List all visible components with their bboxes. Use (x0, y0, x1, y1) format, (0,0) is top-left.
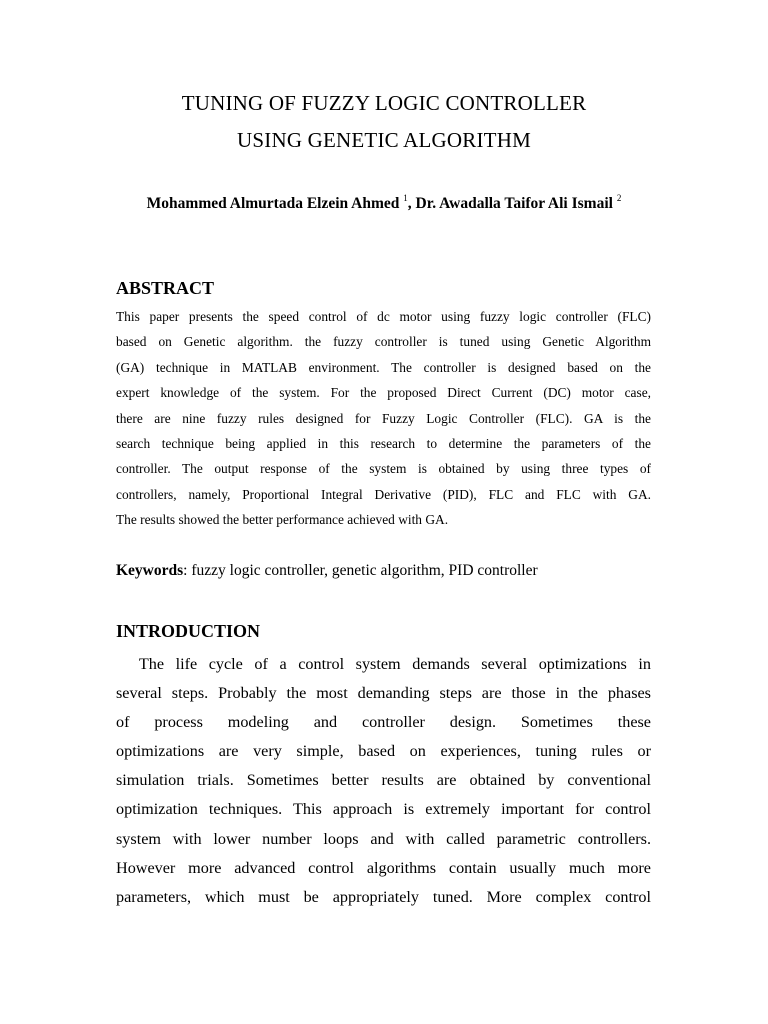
abstract-line: This paper presents the speed control of dc motor using fuzzy logic controller (FLC) (116, 309, 651, 324)
abstract-body (116, 304, 651, 533)
paper-title-line-1: TUNING OF FUZZY LOGIC CONTROLLER (181, 91, 587, 115)
abstract-line: (GA) technique in MATLAB environment. The controller is designed based on the (116, 359, 651, 375)
introduction-line: The life cycle of a control system demands several optimizations in (116, 655, 651, 673)
author-1-name: Mohammed Almurtada Elzein Ahmed (146, 195, 400, 212)
introduction-line: However more advanced control algorithms contain usually much more (116, 858, 651, 877)
author-2-name: Dr. Awadalla Taifor Ali Ismail (415, 195, 613, 212)
abstract-heading: ABSTRACT (116, 278, 215, 298)
abstract-line: The results showed the better performance achieved with GA. (116, 512, 449, 528)
introduction-heading: INTRODUCTION (116, 621, 261, 641)
abstract-line: expert knowledge of the system. For the proposed Direct Current (DC) motor case, (116, 385, 651, 401)
author-separator: , (407, 195, 416, 212)
introduction-line: several steps. Probably the most demanding steps are those in the phases (116, 684, 651, 703)
keywords-label: Keywords (116, 562, 184, 579)
introduction-line: optimizations are very simple, based on experiences, tuning rules or (116, 742, 651, 761)
abstract-line: controller. The output response of the system is obtained by using three types of (116, 461, 651, 477)
author-2-affiliation: 2 (616, 193, 622, 203)
author-1-affiliation: 1 (403, 193, 408, 203)
introduction-line: system with lower number loops and with called parametric controllers. (116, 829, 651, 848)
keywords-text: : fuzzy logic controller, genetic algorithm, PID controller (183, 562, 538, 579)
abstract-line: there are nine fuzzy rules designed for Fuzzy Logic Controller (FLC). GA is the (116, 410, 651, 426)
introduction-line: of process modeling and controller design. Sometimes these (116, 713, 651, 732)
introduction-body (116, 650, 651, 912)
introduction-line: parameters, which must be appropriately tuned. More complex control (116, 887, 651, 906)
abstract-line: based on Genetic algorithm. the fuzzy controller is tuned using Genetic Algorithm (116, 334, 651, 350)
paper-title-line-2: USING GENETIC ALGORITHM (237, 128, 531, 152)
introduction-line: simulation trials. Sometimes better results are obtained by conventional (116, 771, 651, 790)
introduction-line: optimization techniques. This approach is extremely important for control (116, 800, 651, 819)
author-list (0, 193, 768, 215)
keywords-line (116, 560, 538, 582)
abstract-line: controllers, namely, Proportional Integral Derivative (PID), FLC and FLC with GA. (116, 486, 651, 502)
abstract-line: search technique being applied in this research to determine the parameters of the (116, 436, 651, 452)
